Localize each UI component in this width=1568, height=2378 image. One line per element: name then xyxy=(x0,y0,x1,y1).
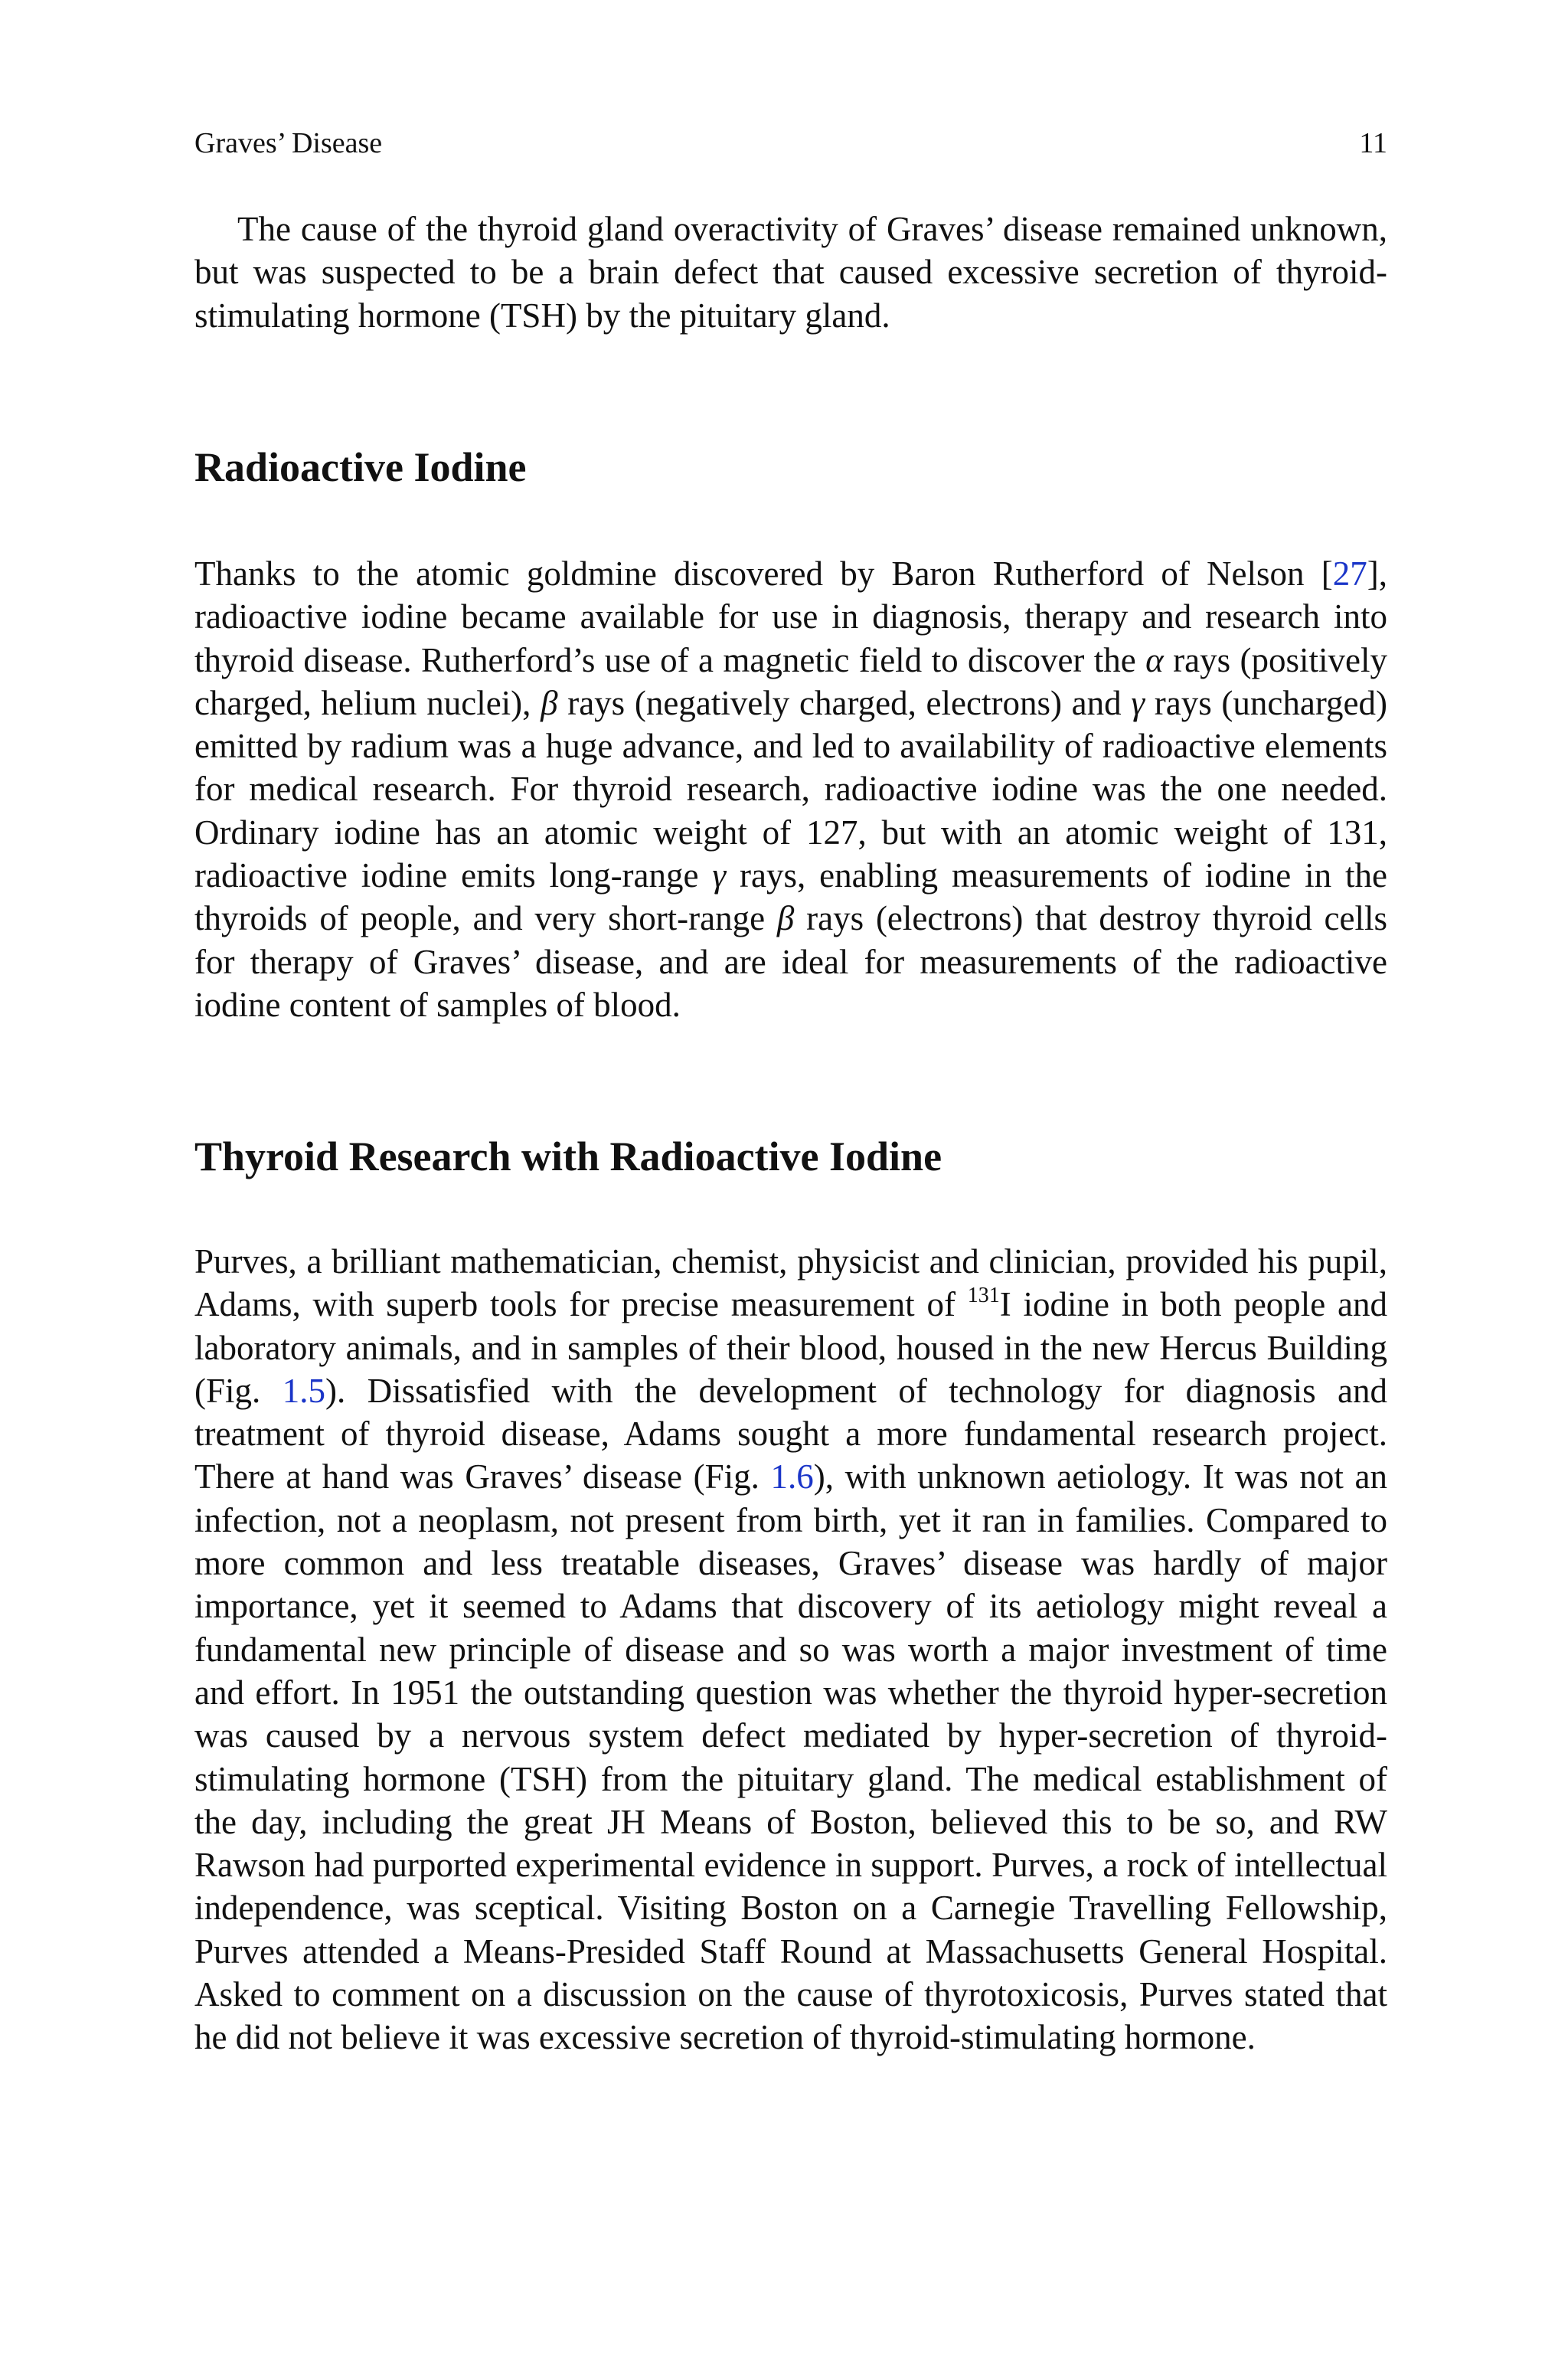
gamma-symbol: γ xyxy=(712,856,727,895)
beta-symbol: β xyxy=(541,683,558,722)
gamma-symbol: γ xyxy=(1131,683,1145,722)
thyroid-research-paragraph: Purves, a brilliant mathematician, chemist, physicist and clinician, provided his pupil, Adams, with superb tools for precise measurement of $^{131}$I iodine in both people and laboratory animals, and in samples of their blood, housed in the new Hercus Building (Fig. 1.5). Dissatisfied with the development of technology for diagnosis and treatment of thyroid disease, Adams sought a more fundamental research project. There at hand was Graves’ disease (Fig. 1.6), with unknown aetiology. It was not an infection, not a neoplasm, not present from birth, yet it ran in families. Compared to more common and less treatable diseases, Graves’ disease was hardly of major importance, yet it seemed to Adams that discovery of its aetiology might reveal a fundamental new principle of disease and so was worth a major investment of time and effort. In 1951 the outstanding question was whether the thyroid hyper-secretion was caused by a nervous system defect mediated by hyper-secretion of thyroid-stimulating hormone (TSH) from the pituitary gland. The medical establishment of the day, including the great JH Means of Boston, believed this to be so, and RW Rawson had purported experimental evidence in support. Purves, a rock of intellectual independence, was sceptical. Visiting Boston on a Carnegie Travelling Fellowship, Purves attended a Means-Presided Staff Round at Massachusetts General Hospital. Asked to comment on a discussion on the cause of thyrotoxicosis, Purves stated that he did not believe it was excessive secretion of thyroid-stimulating hormone. xyxy=(194,1242,1388,2057)
isotope-superscript: 131 xyxy=(967,1284,1000,1308)
running-header xyxy=(194,126,1387,161)
section-heading-thyroid-research: Thyroid Research with Radioactive Iodine xyxy=(194,1133,942,1179)
figure-link-1-6[interactable]: 1.6 xyxy=(770,1457,814,1496)
alpha-symbol: α xyxy=(1145,640,1164,679)
running-title: Graves’ Disease xyxy=(194,127,383,159)
intro-paragraph xyxy=(194,208,1387,337)
page-number: 11 xyxy=(1359,127,1387,159)
beta-symbol: β xyxy=(776,899,795,938)
figure-link-1-5[interactable]: 1.5 xyxy=(282,1371,325,1410)
radioactive-iodine-paragraph: Thanks to the atomic goldmine discovered by Baron Rutherford of Nelson [27], radioactive iodine became available for use in diagnosis, therapy and research into thyroid disease. Rutherford’s use of a magnetic field to discover the α rays (positively charged, helium nuclei), β rays (negatively charged, electrons) and γ rays (uncharged) emitted by radium was a huge advance, and led to availability of radioactive elements for medical research. For thyroid research, radioactive iodine was the one needed. Ordinary iodine has an atomic weight of 127, but with an atomic weight of 131, radioactive iodine emits long-range γ rays, enabling measurements of iodine in the thyroids of people, and very short-range β rays (electrons) that destroy thyroid cells for therapy of Graves’ disease, and are ideal for measurements of the radioactive iodine content of samples of blood. xyxy=(194,554,1388,1024)
citation-link-27[interactable]: 27 xyxy=(1332,554,1367,593)
intro-text: The cause of the thyroid gland overactivity of Graves’ disease remained unknown, but was suspected to be a brain defect that caused excessive secretion of thyroid-stimulating hormone (TSH) by the pituitary gland. xyxy=(194,210,1387,335)
section-heading-radioactive-iodine: Radioactive Iodine xyxy=(194,444,527,490)
